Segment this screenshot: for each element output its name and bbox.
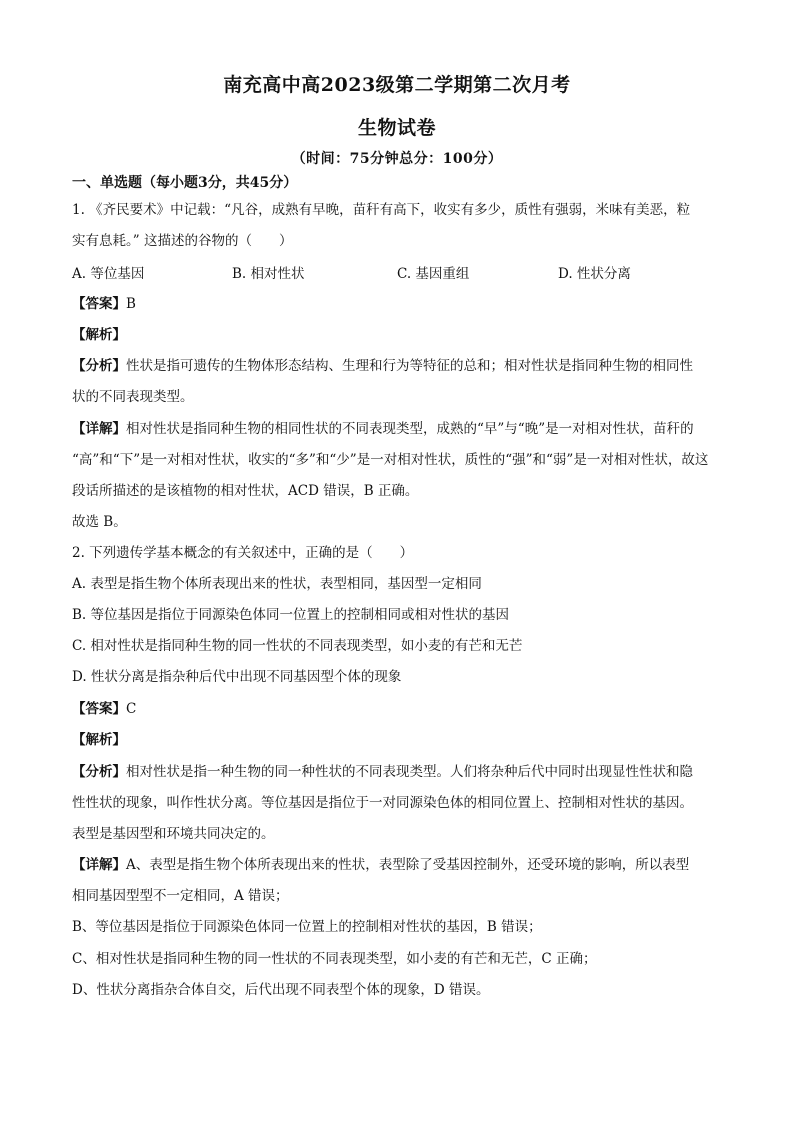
q1-xiangjie-line1 — [72, 419, 732, 439]
answer-value: B — [126, 296, 136, 312]
q2-fenxi-line1 — [72, 762, 732, 782]
q2-fenxi-line2: 性性状的现象，叫作性状分离。等位基因是指位于一对同源染色体的相同位置上、控制相对性状的基因。 — [72, 795, 693, 811]
q2-option-d: D. 性状分离是指杂种后代中出现不同基因型个体的现象 — [72, 669, 402, 685]
fenxi-text: 相对性状是指一种生物的同一种性状的不同表现类型。人们将杂种后代中同时出现显性性状和隐 — [126, 764, 693, 780]
q1-fenxi-line2: 状的不同表现类型。 — [72, 389, 194, 405]
q1-option-d: D. 性状分离 — [558, 266, 631, 282]
xiangjie-text: 相对性状是指同种生物的相同性状的不同表现类型，成熟的“早”与“晚”是一对相对性状，苗秆的 — [126, 421, 694, 437]
answer-value: C — [126, 701, 137, 717]
fenxi-tag: 【分析】 — [72, 764, 126, 780]
xiangjie-text: A、表型是指生物个体所表现出来的性状，表型除了受基因控制外，还受环境的影响，所以表型 — [126, 857, 690, 873]
q2-answer — [72, 699, 732, 719]
answer-tag: 【答案】 — [72, 701, 126, 717]
exam-title: 南充高中高2023级第二学期第二次月考 — [223, 74, 571, 96]
q2-xiangjie-b: B、等位基因是指位于同源染色体同一位置上的控制相对性状的基因，B 错误； — [72, 919, 542, 935]
q2-xiangjie-d: D、性状分离指杂合体自交，后代出现不同表型个体的现象，D 错误。 — [72, 982, 490, 998]
q2-xiangjie-line2: 相同基因型型不一定相同，A 错误； — [72, 888, 289, 904]
q2-xiangjie-line1 — [72, 855, 732, 875]
q1-fenxi-line1 — [72, 356, 732, 376]
q1-stem-line1: 1. 《齐民要术》中记载：“凡谷，成熟有早晚，苗秆有高下，收实有多少，质性有强弱，米味有美恶，粒 — [72, 202, 691, 218]
q2-option-a: A. 表型是指生物个体所表现出来的性状，表型相同，基因型一定相同 — [72, 576, 482, 592]
xiangjie-tag: 【详解】 — [72, 857, 126, 873]
q1-option-c: C. 基因重组 — [397, 266, 470, 282]
q2-xiangjie-c: C、相对性状是指同种生物的同一性状的不同表现类型，如小麦的有芒和无芒，C 正确； — [72, 951, 597, 967]
q1-stem-line2: 实有息耗。” 这描述的谷物的（ ） — [72, 233, 293, 249]
q1-analysis-tag: 【解析】 — [72, 327, 126, 343]
q1-option-b: B. 相对性状 — [232, 266, 305, 282]
exam-meta: （时间：75分钟总分：100分） — [291, 151, 503, 167]
fenxi-text: 性状是指可遗传的生物体形态结构、生理和行为等特征的总和；相对性状是指同种生物的相同性 — [126, 358, 693, 374]
q1-answer — [72, 294, 732, 314]
q2-analysis-tag: 【解析】 — [72, 732, 126, 748]
q2-option-c: C. 相对性状是指同种生物的同一性状的不同表现类型，如小麦的有芒和无芒 — [72, 638, 523, 654]
answer-tag: 【答案】 — [72, 296, 126, 312]
xiangjie-tag: 【详解】 — [72, 421, 126, 437]
q2-option-b: B. 等位基因是指位于同源染色体同一位置上的控制相同或相对性状的基因 — [72, 607, 510, 623]
section-heading: 一、单选题（每小题3分，共45分） — [72, 175, 298, 191]
subject-title: 生物试卷 — [357, 117, 436, 139]
q2-fenxi-line3: 表型是基因型和环境共同决定的。 — [72, 826, 275, 842]
fenxi-tag: 【分析】 — [72, 358, 126, 374]
q1-xiangjie-line3: 段话所描述的是该植物的相对性状，ACD 错误，B 正确。 — [72, 483, 419, 499]
q1-conclusion: 故选 B。 — [72, 514, 127, 530]
q1-xiangjie-line2: “高”和“下”是一对相对性状，收实的“多”和“少”是一对相对性状，质性的“强”和“弱”是一对相对性状，故这 — [72, 452, 709, 468]
q2-stem: 2. 下列遗传学基本概念的有关叙述中，正确的是（ ） — [72, 545, 414, 561]
q1-option-a: A. 等位基因 — [72, 266, 145, 282]
